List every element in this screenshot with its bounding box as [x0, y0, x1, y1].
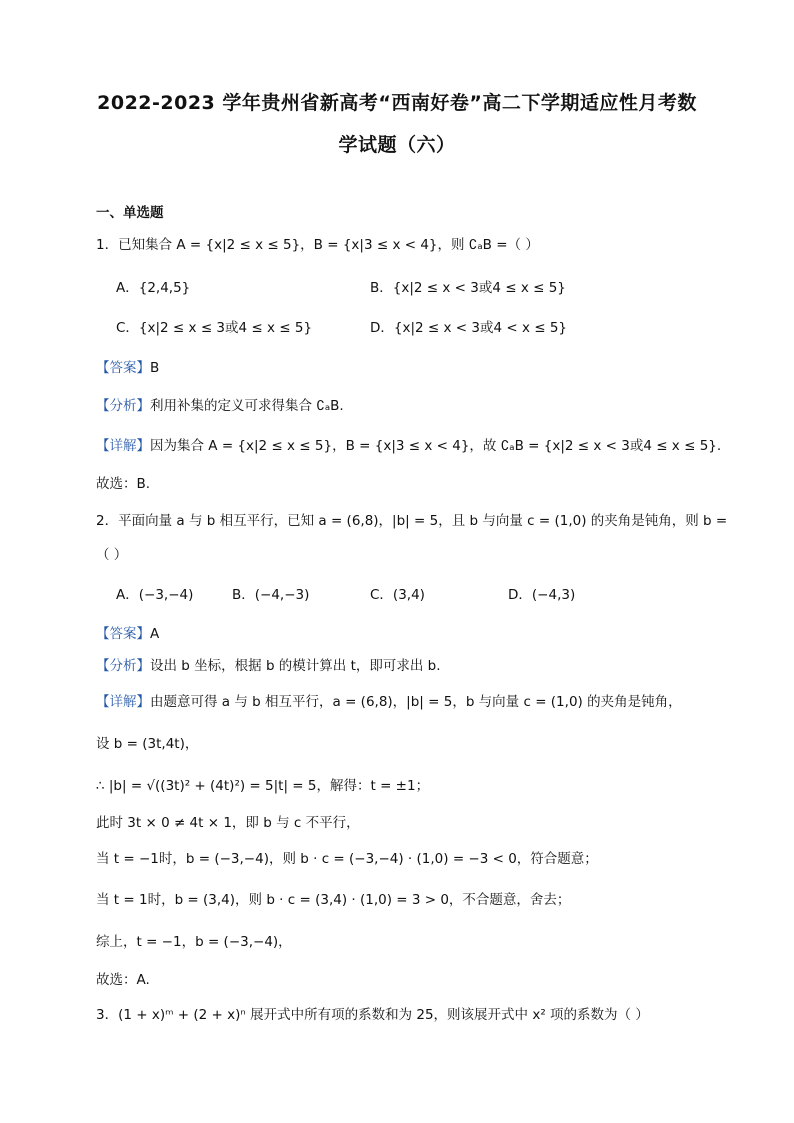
q1-answer-tag: 【答案】: [96, 360, 150, 376]
document-title-line-1: 2022-2023 学年贵州省新高考“西南好卷”高二下学期适应性月考数: [97, 92, 697, 114]
q1-option-d: D．{x|2 ≤ x < 3或4 < x ≤ 5}: [370, 320, 568, 336]
q2-analysis-tag: 【分析】: [96, 658, 150, 674]
q1-option-a: A．{2,4,5}: [116, 280, 191, 296]
q1-option-b: B．{x|2 ≤ x < 3或4 ≤ x ≤ 5}: [370, 280, 566, 296]
q1-analysis: [96, 396, 344, 416]
document-title-line-2: 学试题（六）: [338, 134, 456, 156]
q1-stem: 1．已知集合 A = {x|2 ≤ x ≤ 5}，B = {x|3 ≤ x < 4}，则 ∁ₐB =（ ）: [96, 237, 539, 253]
q2-answer-value: A: [150, 626, 160, 642]
q2-detail-line-6: 当 t = 1时，b = (3,4)，则 b · c = (3,4) · (1,0) = 3 > 0，不合题意，舍去；: [96, 892, 571, 908]
q3-stem: 3．(1 + x)ᵐ + (2 + x)ⁿ 展开式中所有项的系数和为 25，则该展开式中 x² 项的系数为（ ）: [96, 1007, 649, 1023]
section-heading: 一、单选题: [96, 205, 164, 221]
q1-detail-tag: 【详解】: [96, 438, 150, 454]
q2-answer: [96, 624, 159, 644]
q2-detail-line-3: ∴ |b| = √((3t)² + (4t)²) = 5|t| = 5，解得：t = ±1；: [96, 778, 430, 794]
q2-answer-tag: 【答案】: [96, 626, 150, 642]
q2-detail-line-5: 当 t = −1时，b = (−3,−4)，则 b · c = (−3,−4) · (1,0) = −3 < 0，符合题意；: [96, 851, 598, 867]
q2-choose: 故选：A.: [96, 972, 150, 988]
q2-option-d: D．(−4,3): [508, 587, 576, 603]
q1-analysis-text: 利用补集的定义可求得集合 ∁ₐB.: [150, 398, 344, 414]
q2-stem-line-1: 2．平面向量 a 与 b 相互平行，已知 a = (6,8)，|b| = 5，且 b 与向量 c = (1,0) 的夹角是钝角，则 b =: [96, 513, 728, 529]
q2-detail-text-1: 由题意可得 a 与 b 相互平行，a = (6,8)，|b| = 5，b 与向量 c = (1,0) 的夹角是钝角，: [150, 694, 682, 710]
q1-detail: [96, 436, 721, 456]
q1-analysis-tag: 【分析】: [96, 398, 150, 414]
q1-answer: [96, 358, 159, 378]
q2-detail-line-7: 综上，t = −1，b = (−3,−4)，: [96, 934, 292, 950]
q2-option-b: B．(−4,−3): [232, 587, 310, 603]
q1-detail-text: 因为集合 A = {x|2 ≤ x ≤ 5}，B = {x|3 ≤ x < 4}，故 ∁ₐB = {x|2 ≤ x < 3或4 ≤ x ≤ 5}.: [150, 438, 722, 454]
q2-stem-line-2: （ ）: [96, 547, 128, 563]
q2-option-c: C．(3,4): [370, 587, 425, 603]
q2-detail-line-2: 设 b = (3t,4t)，: [96, 736, 199, 752]
q2-detail-line-4: 此时 3t × 0 ≠ 4t × 1，即 b 与 c 不平行，: [96, 815, 360, 831]
q2-analysis: [96, 656, 441, 676]
q1-answer-value: B: [150, 360, 160, 376]
q1-choose: 故选：B.: [96, 476, 151, 492]
q2-detail-tag: 【详解】: [96, 694, 150, 710]
q2-analysis-text: 设出 b 坐标，根据 b 的模计算出 t，即可求出 b.: [150, 658, 441, 674]
q2-detail-line-1: [96, 692, 682, 712]
q2-option-a: A．(−3,−4): [116, 587, 194, 603]
q1-option-c: C．{x|2 ≤ x ≤ 3或4 ≤ x ≤ 5}: [116, 320, 313, 336]
